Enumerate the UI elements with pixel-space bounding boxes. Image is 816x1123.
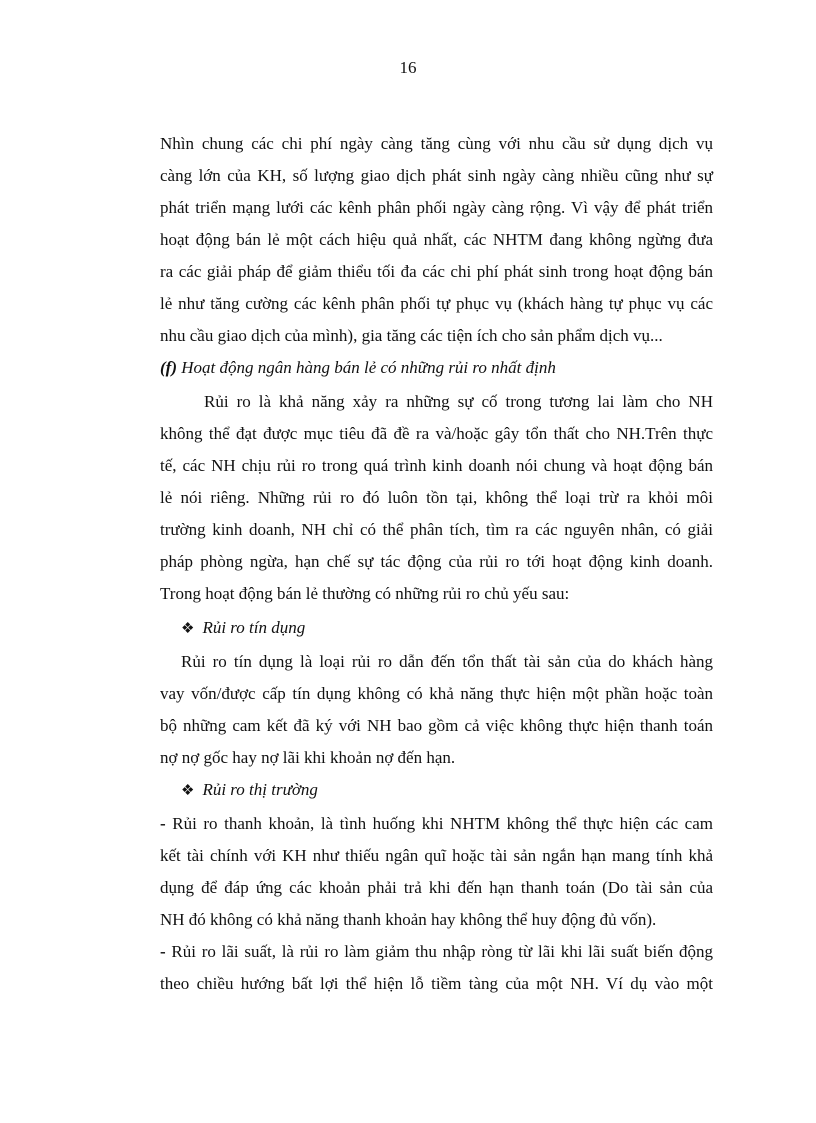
text-line: phát triển mạng lưới các kênh phân phối ngày càng rộng. Vì vậy để phát triển <box>160 198 713 217</box>
text-line <box>160 942 713 962</box>
heading-marker: (f) <box>160 358 177 377</box>
text-line: dụng để đáp ứng các khoản phải trả khi đến hạn thanh toán (Do tài sản của <box>160 878 713 897</box>
bullet-heading <box>181 618 713 639</box>
text-line: nhu cầu giao dịch của mình), gia tăng các tiện ích cho sản phẩm dịch vụ... <box>160 326 663 345</box>
text-line: hoạt động bán lẻ một cách hiệu quả nhất, các NHTM đang không ngừng đưa <box>160 230 713 249</box>
text-line: lẻ nói riêng. Những rủi ro đó luôn tồn tại, không thể loại trừ ra khỏi môi <box>160 488 713 507</box>
page-number: 16 <box>399 58 417 77</box>
text-line: trường kinh doanh, NH chỉ có thể phân tích, tìm ra các nguyên nhân, có giải <box>160 520 713 539</box>
text-line: ra các giải pháp để giảm thiểu tối đa các chi phí phát sinh trong hoạt động bán <box>160 262 713 281</box>
dash-marker: - <box>160 814 166 833</box>
text-line: NH đó không có khả năng thanh khoản hay không thể huy động đủ vốn). <box>160 910 657 929</box>
text-line: Trong hoạt động bán lẻ thường có những rủi ro chủ yếu sau: <box>160 584 570 603</box>
dash-marker: - <box>160 942 166 961</box>
text-line <box>160 814 713 834</box>
line-text: Rủi ro lãi suất, là rủi ro làm giảm thu nhập ròng từ lãi khi lãi suất biến động <box>165 942 713 961</box>
text-line: lẻ như tăng cường các kênh phân phối tự phục vụ (khách hàng tự phục vụ các <box>160 294 713 313</box>
text-line: tế, các NH chịu rủi ro trong quá trình kinh doanh nói chung và hoạt động bán <box>160 456 713 475</box>
heading-text: Hoạt động ngân hàng bán lẻ có những rủi ro nhất định <box>176 358 556 377</box>
text-line: bộ những cam kết đã ký với NH bao gồm cả việc không thực hiện thanh toán <box>160 716 713 735</box>
text-line: vay vốn/được cấp tín dụng không có khả năng thực hiện một phần hoặc toàn <box>160 684 713 703</box>
bullet-heading <box>181 780 713 801</box>
text-line: không thể đạt được mục tiêu đã đề ra và/hoặc gây tổn thất cho NH.Trên thực <box>160 424 713 443</box>
text-line: nợ nợ gốc hay nợ lãi khi khoản nợ đến hạn. <box>160 748 456 767</box>
text-line: pháp phòng ngừa, hạn chế sự tác động của rủi ro tới hoạt động kinh doanh. <box>160 552 713 571</box>
text-line: theo chiều hướng bất lợi thể hiện lỗ tiềm tàng của một NH. Ví dụ vào một <box>160 974 713 993</box>
diamond-bullet-icon: ❖ <box>181 621 195 637</box>
text-line: Rủi ro là khả năng xảy ra những sự cố trong tương lai làm cho NH <box>204 392 713 411</box>
section-heading <box>160 358 713 378</box>
text-line: Rủi ro tín dụng là loại rủi ro dẫn đến tổn thất tài sản của do khách hàng <box>181 652 713 671</box>
bullet-heading-text: Rủi ro tín dụng <box>202 618 306 637</box>
line-text: Rủi ro thanh khoản, là tình huống khi NHTM không thể thực hiện các cam <box>165 814 713 833</box>
diamond-bullet-icon: ❖ <box>181 783 195 799</box>
text-line: kết tài chính với KH như thiếu ngân quĩ hoặc tài sản ngắn hạn mang tính khả <box>160 846 713 865</box>
text-line: Nhìn chung các chi phí ngày càng tăng cùng với nhu cầu sử dụng dịch vụ <box>160 134 713 153</box>
bullet-heading-text: Rủi ro thị trường <box>202 780 318 799</box>
text-line: càng lớn của KH, số lượng giao dịch phát sinh ngày càng nhiều cũng như sự <box>160 166 713 185</box>
